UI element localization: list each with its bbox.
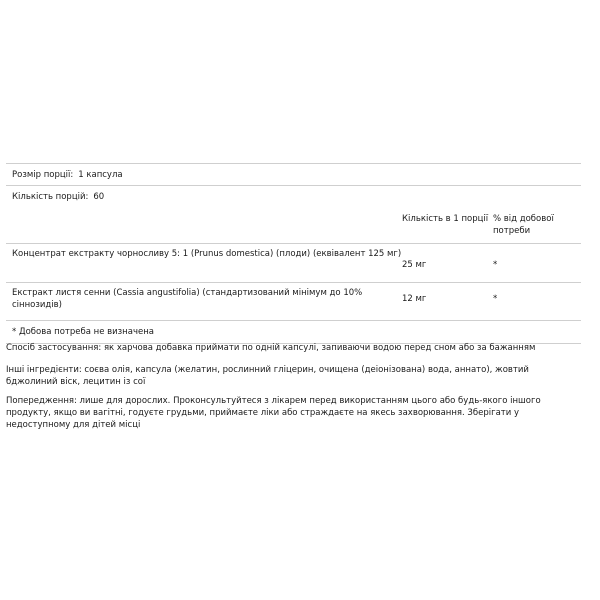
ingredient-daily-value: * bbox=[493, 260, 498, 270]
ingredient-amount: 12 мг bbox=[402, 294, 427, 304]
serving-size-label: Розмір порції: bbox=[12, 169, 74, 180]
table-header bbox=[6, 207, 581, 243]
footnote: * Добова потреба не визначена bbox=[12, 327, 154, 337]
ingredient-name: Концентрат екстракту чорносливу 5: 1 (Prunus domestica) (плоди) (еквівалент 125 мг) bbox=[12, 249, 402, 259]
supplement-facts-panel bbox=[6, 163, 581, 344]
serving-size-row bbox=[6, 164, 581, 185]
header-daily-value: % від добової потреби bbox=[493, 214, 554, 236]
usage-text: Спосіб застосування: як харчова добавка приймати по одній капсулі, запиваючи водою перед сном або за бажанням bbox=[6, 343, 536, 353]
ingredient-daily-value: * bbox=[493, 294, 498, 304]
table-row bbox=[6, 244, 581, 282]
serving-size-value: 1 капсула bbox=[78, 169, 123, 180]
table-row bbox=[6, 283, 581, 320]
servings-count-row bbox=[6, 186, 581, 207]
servings-count-value: 60 bbox=[93, 191, 105, 202]
header-amount: Кількість в 1 порції bbox=[402, 214, 489, 224]
warning-text: Попередження: лише для дорослих. Проконсультуйтеся з лікарем перед використанням цього або будь-якого іншого продукту, якщо ви вагітні, годуєте грудьми, приймаєте ліки або страждаєте на якесь захворювання. Зберігати у недоступному для дітей місці bbox=[6, 396, 541, 430]
ingredient-name: Екстракт листя сенни (Cassia angustifolia) (стандартизований мінімум до 10% сіннозидів) bbox=[12, 288, 363, 310]
servings-count-label: Кількість порцій: bbox=[12, 191, 89, 202]
ingredients-text: Інші інгредієнти: соєва олія, капсула (желатин, рослинний гліцерин, очищена (деіонізована) вода, аннато), жовтий бджолиний віск, лецитин із сої bbox=[6, 365, 529, 387]
ingredient-amount: 25 мг bbox=[402, 260, 427, 270]
